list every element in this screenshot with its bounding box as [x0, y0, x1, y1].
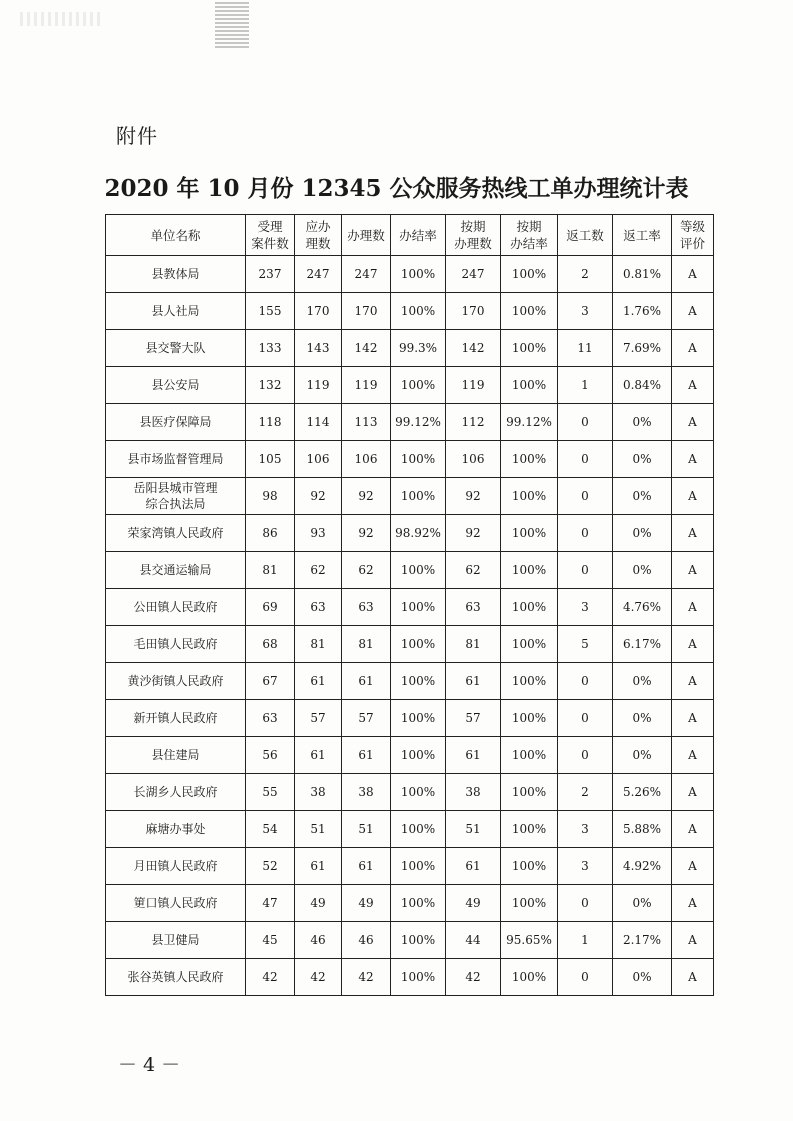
table-cell: 4.76%	[613, 589, 672, 626]
table-cell: A	[672, 737, 714, 774]
unit-name-cell	[106, 626, 246, 663]
column-header	[613, 215, 672, 256]
unit-name-text: 筻口镇人民政府	[133, 896, 218, 910]
column-header-text: 评价	[679, 236, 705, 251]
table-cell: A	[672, 589, 714, 626]
table-cell: 49	[446, 885, 501, 922]
attachment-label: 附件	[116, 124, 158, 148]
table-cell: 106	[295, 441, 342, 478]
column-header	[501, 215, 558, 256]
table-cell: 0.81%	[613, 256, 672, 293]
table-cell: 0%	[613, 552, 672, 589]
table-cell: 0	[558, 700, 613, 737]
table-row	[106, 293, 714, 330]
unit-name-text: 县教体局	[151, 267, 200, 281]
table-cell: A	[672, 552, 714, 589]
column-header-text: 返工率	[623, 227, 661, 243]
column-header	[295, 215, 342, 256]
table-row	[106, 515, 714, 552]
column-header-text: 受理	[257, 219, 283, 234]
table-cell: 61	[342, 737, 391, 774]
table-cell: 0	[558, 663, 613, 700]
table-cell: 100%	[391, 700, 446, 737]
table-cell: 42	[446, 959, 501, 996]
unit-name-text: 黄沙街镇人民政府	[127, 674, 224, 688]
column-header-text: 按期	[460, 219, 486, 234]
table-cell: 42	[246, 959, 295, 996]
table-cell: 47	[246, 885, 295, 922]
unit-name-cell	[106, 737, 246, 774]
table-cell: 0%	[613, 515, 672, 552]
column-header	[558, 215, 613, 256]
table-cell: 62	[342, 552, 391, 589]
table-cell: 7.69%	[613, 330, 672, 367]
table-cell: 119	[446, 367, 501, 404]
table-cell: 61	[295, 663, 342, 700]
table-header	[106, 215, 714, 256]
unit-name-text: 县医疗保障局	[139, 415, 212, 429]
table-cell: 100%	[501, 848, 558, 885]
table-cell: 81	[342, 626, 391, 663]
table-row	[106, 404, 714, 441]
table-cell: 100%	[501, 478, 558, 515]
table-cell: 81	[295, 626, 342, 663]
table-cell: 133	[246, 330, 295, 367]
table-cell: 5.88%	[613, 811, 672, 848]
table-cell: 3	[558, 811, 613, 848]
column-header	[446, 215, 501, 256]
table-cell: 63	[342, 589, 391, 626]
table-cell: 92	[446, 478, 501, 515]
column-header-text: 应办	[305, 219, 331, 234]
table-cell: 106	[342, 441, 391, 478]
unit-name-text: 县住建局	[151, 748, 200, 762]
unit-name-cell	[106, 256, 246, 293]
table-cell: 100%	[501, 811, 558, 848]
column-header-text: 办理数	[454, 236, 492, 251]
table-cell: 247	[446, 256, 501, 293]
table-cell: A	[672, 774, 714, 811]
table-cell: A	[672, 885, 714, 922]
table-cell: A	[672, 663, 714, 700]
table-cell: 247	[295, 256, 342, 293]
column-header-text: 案件数	[251, 236, 289, 251]
column-header-text: 办理数	[347, 227, 385, 243]
table-cell: 86	[246, 515, 295, 552]
table-cell: 4.92%	[613, 848, 672, 885]
table-cell: 2	[558, 774, 613, 811]
unit-name-text: 麻塘办事处	[145, 822, 206, 836]
unit-name-text: 县市场监督管理局	[127, 452, 224, 466]
table-cell: 55	[246, 774, 295, 811]
table-cell: 0%	[613, 737, 672, 774]
table-cell: 0	[558, 441, 613, 478]
table-cell: 100%	[501, 256, 558, 293]
table-cell: 0.84%	[613, 367, 672, 404]
table-cell: 42	[295, 959, 342, 996]
table-cell: 54	[246, 811, 295, 848]
table-cell: A	[672, 441, 714, 478]
column-header-text: 等级	[679, 219, 705, 234]
page-number: － 4 －	[118, 1054, 181, 1076]
table-cell: A	[672, 848, 714, 885]
unit-name-cell	[106, 700, 246, 737]
table-row	[106, 441, 714, 478]
table-row	[106, 626, 714, 663]
table-cell: A	[672, 959, 714, 996]
table-cell: 51	[446, 811, 501, 848]
unit-name-text: 荣家湾镇人民政府	[127, 526, 224, 540]
column-header-text: 按期	[516, 219, 542, 234]
table-cell: 113	[342, 404, 391, 441]
column-header	[342, 215, 391, 256]
table-cell: 100%	[501, 552, 558, 589]
table-cell: 38	[342, 774, 391, 811]
unit-name-text: 县公安局	[151, 378, 200, 392]
table-cell: 100%	[391, 626, 446, 663]
table-row	[106, 256, 714, 293]
table-cell: 45	[246, 922, 295, 959]
table-cell: 100%	[501, 330, 558, 367]
table-cell: 3	[558, 848, 613, 885]
table-row	[106, 552, 714, 589]
table-cell: 247	[342, 256, 391, 293]
table-cell: 61	[446, 848, 501, 885]
table-cell: 38	[446, 774, 501, 811]
column-header	[391, 215, 446, 256]
table-row	[106, 959, 714, 996]
table-cell: 95.65%	[501, 922, 558, 959]
unit-name-text: 县交警大队	[145, 341, 206, 355]
unit-name-text: 新开镇人民政府	[133, 711, 218, 725]
table-cell: 49	[295, 885, 342, 922]
table-cell: 100%	[501, 774, 558, 811]
table-row	[106, 885, 714, 922]
page-title: 2020 年 10 月份 12345 公众服务热线工单办理统计表	[104, 175, 689, 202]
table-body	[106, 256, 714, 996]
column-header	[672, 215, 714, 256]
table-cell: 5	[558, 626, 613, 663]
table-cell: 0%	[613, 663, 672, 700]
table-cell: 99.3%	[391, 330, 446, 367]
table-cell: 56	[246, 737, 295, 774]
table-cell: A	[672, 478, 714, 515]
table-cell: 170	[446, 293, 501, 330]
table-cell: 61	[446, 737, 501, 774]
unit-name-cell	[106, 478, 246, 515]
table-cell: 155	[246, 293, 295, 330]
unit-name-cell	[106, 404, 246, 441]
table-cell: 237	[246, 256, 295, 293]
table-cell: 61	[446, 663, 501, 700]
table-cell: 100%	[391, 922, 446, 959]
table-cell: 92	[295, 478, 342, 515]
unit-name-text: 长湖乡人民政府	[133, 785, 218, 799]
table-row	[106, 922, 714, 959]
table-cell: 49	[342, 885, 391, 922]
unit-name-text: 综合执法局	[145, 497, 206, 511]
table-cell: 68	[246, 626, 295, 663]
table-cell: 100%	[391, 367, 446, 404]
table-cell: 100%	[501, 626, 558, 663]
table-cell: 0%	[613, 885, 672, 922]
table-row	[106, 478, 714, 515]
table-cell: 1.76%	[613, 293, 672, 330]
table-cell: 170	[342, 293, 391, 330]
table-cell: A	[672, 626, 714, 663]
table-cell: 143	[295, 330, 342, 367]
table-cell: 98.92%	[391, 515, 446, 552]
table-cell: 100%	[501, 663, 558, 700]
table-cell: 0	[558, 552, 613, 589]
table-cell: 142	[446, 330, 501, 367]
table-cell: 142	[342, 330, 391, 367]
table-cell: 44	[446, 922, 501, 959]
scan-artifact	[215, 2, 249, 50]
header-row	[106, 215, 714, 256]
table-cell: 99.12%	[501, 404, 558, 441]
table-cell: 2	[558, 256, 613, 293]
table-cell: 100%	[391, 552, 446, 589]
column-header-text: 理数	[305, 236, 331, 251]
table-cell: 100%	[501, 515, 558, 552]
table-row	[106, 774, 714, 811]
column-header	[106, 215, 246, 256]
unit-name-cell	[106, 663, 246, 700]
table-cell: 92	[342, 515, 391, 552]
table-cell: 81	[246, 552, 295, 589]
table-cell: 52	[246, 848, 295, 885]
unit-name-cell	[106, 552, 246, 589]
unit-name-cell	[106, 922, 246, 959]
table-cell: A	[672, 700, 714, 737]
table-cell: 11	[558, 330, 613, 367]
table-cell: 100%	[391, 959, 446, 996]
table-cell: 100%	[391, 848, 446, 885]
table-cell: 1	[558, 922, 613, 959]
table-cell: 92	[446, 515, 501, 552]
table-cell: 100%	[501, 589, 558, 626]
table-cell: 57	[446, 700, 501, 737]
table-cell: A	[672, 293, 714, 330]
table-cell: 42	[342, 959, 391, 996]
table-cell: 100%	[391, 774, 446, 811]
table-cell: A	[672, 367, 714, 404]
table-cell: 0%	[613, 959, 672, 996]
table-cell: 132	[246, 367, 295, 404]
unit-name-text: 张谷英镇人民政府	[127, 970, 224, 984]
statistics-table	[105, 214, 714, 996]
table-cell: 93	[295, 515, 342, 552]
table-cell: 100%	[391, 811, 446, 848]
table-cell: 112	[446, 404, 501, 441]
table-cell: A	[672, 404, 714, 441]
scan-artifact	[20, 12, 100, 26]
table-cell: 63	[295, 589, 342, 626]
table-cell: 99.12%	[391, 404, 446, 441]
table-cell: A	[672, 256, 714, 293]
table-cell: 5.26%	[613, 774, 672, 811]
table-cell: 0	[558, 404, 613, 441]
column-header	[246, 215, 295, 256]
table-cell: 119	[342, 367, 391, 404]
table-cell: 61	[342, 848, 391, 885]
table-cell: 118	[246, 404, 295, 441]
table-cell: 100%	[501, 293, 558, 330]
table-cell: 100%	[391, 885, 446, 922]
table-cell: 119	[295, 367, 342, 404]
table-cell: 100%	[391, 256, 446, 293]
unit-name-cell	[106, 589, 246, 626]
table-cell: 100%	[501, 441, 558, 478]
table-cell: 81	[446, 626, 501, 663]
unit-name-text: 县交通运输局	[139, 563, 212, 577]
table-cell: 114	[295, 404, 342, 441]
table-cell: 61	[295, 848, 342, 885]
table-cell: 0	[558, 885, 613, 922]
table-cell: 100%	[501, 959, 558, 996]
table-cell: 100%	[501, 885, 558, 922]
table-cell: 106	[446, 441, 501, 478]
table-cell: 0	[558, 478, 613, 515]
table-cell: 63	[446, 589, 501, 626]
table-cell: 0	[558, 515, 613, 552]
table-cell: 62	[446, 552, 501, 589]
unit-name-text: 岳阳县城市管理	[133, 481, 218, 495]
table-cell: 6.17%	[613, 626, 672, 663]
unit-name-cell	[106, 293, 246, 330]
table-cell: 0%	[613, 700, 672, 737]
table-cell: 38	[295, 774, 342, 811]
table-cell: 51	[295, 811, 342, 848]
table-cell: 46	[295, 922, 342, 959]
table-cell: 67	[246, 663, 295, 700]
table-cell: 100%	[391, 293, 446, 330]
table-cell: 0%	[613, 404, 672, 441]
table-row	[106, 663, 714, 700]
column-header-text: 返工数	[566, 227, 604, 243]
table-row	[106, 589, 714, 626]
table-row	[106, 700, 714, 737]
column-header-text: 办结率	[510, 236, 548, 251]
table-cell: A	[672, 330, 714, 367]
table-cell: 100%	[391, 663, 446, 700]
table-cell: 62	[295, 552, 342, 589]
unit-name-cell	[106, 774, 246, 811]
table-cell: A	[672, 811, 714, 848]
unit-name-cell	[106, 367, 246, 404]
table-cell: 105	[246, 441, 295, 478]
column-header-text: 办结率	[399, 227, 437, 243]
unit-name-text: 毛田镇人民政府	[133, 637, 218, 651]
table-cell: 0%	[613, 478, 672, 515]
table-cell: 61	[342, 663, 391, 700]
table-cell: 69	[246, 589, 295, 626]
column-header-text: 单位名称	[150, 227, 201, 243]
unit-name-cell	[106, 811, 246, 848]
table-cell: 170	[295, 293, 342, 330]
table-row	[106, 811, 714, 848]
table-cell: A	[672, 515, 714, 552]
table-cell: 51	[342, 811, 391, 848]
table-cell: 100%	[501, 700, 558, 737]
unit-name-cell	[106, 330, 246, 367]
table-cell: 98	[246, 478, 295, 515]
table-cell: 92	[342, 478, 391, 515]
unit-name-cell	[106, 885, 246, 922]
unit-name-text: 公田镇人民政府	[133, 600, 218, 614]
unit-name-cell	[106, 515, 246, 552]
table-cell: 0	[558, 737, 613, 774]
table-cell: 100%	[501, 367, 558, 404]
table-cell: 46	[342, 922, 391, 959]
table-cell: A	[672, 922, 714, 959]
unit-name-text: 月田镇人民政府	[133, 859, 218, 873]
table-cell: 0%	[613, 441, 672, 478]
table-cell: 100%	[391, 737, 446, 774]
unit-name-cell	[106, 848, 246, 885]
table-cell: 57	[342, 700, 391, 737]
table-cell: 100%	[391, 478, 446, 515]
table-cell: 3	[558, 589, 613, 626]
table-cell: 0	[558, 959, 613, 996]
table-row	[106, 367, 714, 404]
table-row	[106, 330, 714, 367]
table-row	[106, 848, 714, 885]
table-cell: 100%	[391, 589, 446, 626]
table-cell: 2.17%	[613, 922, 672, 959]
table-row	[106, 737, 714, 774]
table-cell: 61	[295, 737, 342, 774]
unit-name-text: 县卫健局	[151, 933, 200, 947]
table-cell: 3	[558, 293, 613, 330]
table-cell: 100%	[391, 441, 446, 478]
table-cell: 63	[246, 700, 295, 737]
table-cell: 100%	[501, 737, 558, 774]
unit-name-text: 县人社局	[151, 304, 200, 318]
table-cell: 1	[558, 367, 613, 404]
table-cell: 57	[295, 700, 342, 737]
unit-name-cell	[106, 441, 246, 478]
unit-name-cell	[106, 959, 246, 996]
